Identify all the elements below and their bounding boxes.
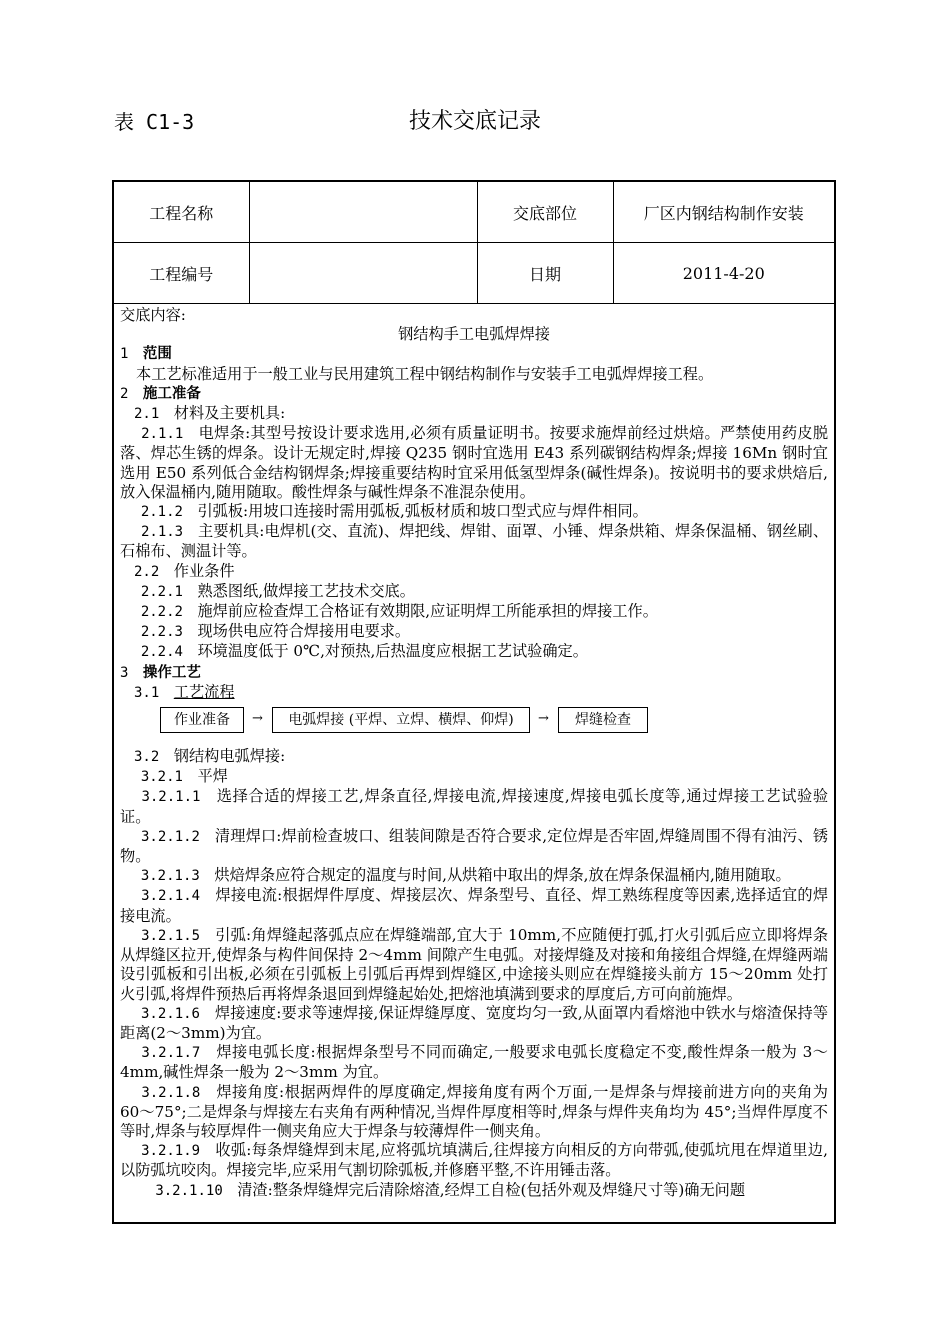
section-number: 1 xyxy=(120,346,129,363)
clause-text: 平焊 xyxy=(197,767,228,786)
clause-text: 环境温度低于 0℃,对预热,后热温度应根据工艺试验确定。 xyxy=(197,642,588,661)
clause-number: 3.2 xyxy=(134,749,160,766)
clause-text: 电焊条:其型号按设计要求选用,必须有质量证明书。按要求施焊前经过烘焙。严禁使用药皮脱落、焊芯生锈的焊条。设计无规定时,焊接 Q235 钢时宜选用 E43 系列碳钢结构焊条;焊接 16Mn 钢时宜选用 E50 系列低合金结构钢焊条;焊接重要结构时宜采用低氢型焊条(碱性焊条)。按说明书的要求烘焙后,放入保温桶内,随用随取。酸性焊条与碱性焊条不准混杂使用。 xyxy=(120,424,829,501)
meta-row-project xyxy=(114,182,834,243)
clause-2-2-2 xyxy=(120,602,828,622)
clause-number: 2.2.2 xyxy=(140,604,183,621)
table-code: 表 C1-3 xyxy=(114,110,195,134)
clause-number: 3.2.1.2 xyxy=(140,828,200,845)
content-label: 交底内容: xyxy=(120,306,186,324)
clause-text: 作业条件 xyxy=(173,561,235,580)
clause-3-2-1-8 xyxy=(120,1083,828,1142)
clause-text: 清理焊口:焊前检查坡口、组装间隙是否符合要求,定位焊是否牢固,焊缝周围不得有油污、锈物。 xyxy=(120,826,828,866)
clause-text: 焊接速度:要求等速焊接,保证焊缝厚度、宽度均匀一致,从面罩内看熔池中铁水与熔渣保持等距离(2～3mm)为宜。 xyxy=(120,1003,828,1042)
clause-text: 主要机具:电焊机(交、直流)、焊把线、焊钳、面罩、小锤、焊条烘箱、焊条保温桶、钢丝刷、石棉布、测温计等。 xyxy=(120,522,829,561)
clause-3-2-1-5 xyxy=(120,926,828,1004)
clause-number: 3.2.1.5 xyxy=(141,927,201,944)
clause-2-2 xyxy=(120,562,828,582)
clause-2-1-1 xyxy=(120,424,828,502)
content-subtitle: 钢结构手工电弧焊焊接 xyxy=(398,325,550,344)
project-no-label: 工程编号 xyxy=(114,243,249,304)
flow-step-welding: 电弧焊接 (平焊、立焊、横焊、仰焊) xyxy=(272,707,530,733)
clause-3-1 xyxy=(120,683,828,703)
clause-text: 收弧:每条焊缝焊到末尾,应将弧坑填满后,往焊接方向相反的方向带弧,使弧坑甩在焊道里边,以防弧坑咬肉。焊接完毕,应采用气割切除弧板,并修磨平整,不许用锤击落。 xyxy=(120,1141,828,1180)
clause-text: 烘焙焊条应符合规定的温度与时间,从烘箱中取出的焊条,放在焊条保温桶内,随用随取。 xyxy=(214,866,791,885)
clause-text: 引弧板:用坡口连接时需用弧板,弧板材质和坡口型式应与焊件相同。 xyxy=(197,502,648,521)
clause-text: 熟悉图纸,做焊接工艺技术交底。 xyxy=(197,581,415,600)
clause-2-1 xyxy=(120,404,828,424)
clause-number: 3.1 xyxy=(134,684,160,701)
clause-text: 焊接角度:根据两焊件的厚度确定,焊接角度有两个万面,一是焊条与焊接前进方向的夹角为 60～75°;二是焊条与焊接左右夹角有两种情况,当焊件厚度相等时,焊条与焊件夹角均为 45°;当焊件厚度不等时,焊条与较厚焊件一侧夹角应大于焊条与较薄焊件一侧夹角。 xyxy=(120,1082,828,1140)
clause-text: 选择合适的焊接工艺,焊条直径,焊接电流,焊接速度,焊接电弧长度等,通过焊接工艺试验验证。 xyxy=(120,787,829,826)
location-value: 厂区内钢结构制作安装 xyxy=(613,182,834,243)
project-no-value xyxy=(249,243,477,304)
clause-number: 2.1.3 xyxy=(140,524,184,541)
clause-3-2-1-7 xyxy=(120,1043,828,1082)
section-number: 3 xyxy=(120,664,129,681)
project-name-label: 工程名称 xyxy=(114,182,249,243)
section-title: 操作工艺 xyxy=(142,664,201,681)
clause-number: 3.2.1.3 xyxy=(140,868,200,885)
section-title: 范围 xyxy=(142,346,172,363)
clause-3-2-1-10 xyxy=(120,1181,828,1201)
content-body xyxy=(114,306,834,1201)
meta-table xyxy=(114,182,834,304)
clause-number: 2.2 xyxy=(134,563,160,580)
clause-text: 工艺流程 xyxy=(173,682,235,701)
clause-number: 3.2.1.1 xyxy=(141,789,201,806)
clause-text: 材料及主要机具: xyxy=(173,404,286,423)
clause-number: 2.1.1 xyxy=(141,426,184,443)
clause-number: 3.2.1 xyxy=(140,769,183,786)
section-title: 施工准备 xyxy=(142,385,201,402)
page-title: 技术交底记录 xyxy=(408,109,541,134)
clause-text: 引弧:角焊缝起落弧点应在焊缝端部,宜大于 10mm,不应随便打弧,打火引弧后应立即将焊条从焊缝区拉开,使焊条与构件间保持 2～4mm 间隙产生电弧。对接焊缝及对接和角接组合焊缝,在焊缝两端设引弧板和引出板,必须在引弧板上引弧后再焊到焊缝区,中途接头则应在焊缝接头前方 15～20mm 处打火引弧,将焊件预热后再将焊条退回到焊缝起始处,把熔池填满到要求的厚度后,方可向前施焊。 xyxy=(120,925,829,1003)
clause-2-2-1 xyxy=(120,582,828,602)
arrow-right-icon: → xyxy=(252,711,263,727)
clause-3-2-1-2 xyxy=(120,827,828,866)
arrow-right-icon: → xyxy=(538,711,549,727)
section-number: 2 xyxy=(120,385,129,402)
record-frame xyxy=(112,180,836,1224)
meta-row-number xyxy=(114,243,834,304)
clause-2-2-3 xyxy=(120,622,828,642)
clause-3-2-1-9 xyxy=(120,1141,828,1180)
clause-3-2-1 xyxy=(120,767,828,787)
clause-2-2-4 xyxy=(120,642,828,662)
clause-number: 3.2.1.4 xyxy=(141,888,201,905)
clause-text: 清渣:整条焊缝焊完后清除熔渣,经焊工自检(包括外观及焊缝尺寸等)确无问题 xyxy=(237,1180,746,1199)
date-label: 日期 xyxy=(477,243,613,304)
clause-3-2-1-1 xyxy=(120,787,828,826)
project-name-value xyxy=(249,182,477,243)
clause-number: 2.2.4 xyxy=(140,644,183,661)
clause-3-2-1-3 xyxy=(120,866,828,886)
clause-2-1-2 xyxy=(120,502,828,522)
clause-text: 施焊前应检查焊工合格证有效期限,应证明焊工所能承担的焊接工作。 xyxy=(197,602,658,621)
clause-number: 3.2.1.10 xyxy=(155,1182,223,1199)
clause-number: 2.1.2 xyxy=(140,504,183,521)
clause-3-2 xyxy=(120,747,828,767)
clause-number: 2.1 xyxy=(134,406,160,423)
clause-number: 3.2.1.8 xyxy=(141,1084,201,1101)
clause-number: 3.2.1.6 xyxy=(140,1005,200,1022)
flow-step-prepare: 作业准备 xyxy=(160,707,244,733)
clause-number: 2.2.3 xyxy=(140,624,183,641)
clause-3-2-1-6 xyxy=(120,1004,828,1043)
flow-step-inspect: 焊缝检查 xyxy=(558,707,648,733)
clause-number: 3.2.1.7 xyxy=(141,1045,201,1062)
clause-text: 焊接电流:根据焊件厚度、焊接层次、焊条型号、直径、焊工熟练程度等因素,选择适宜的焊接电流。 xyxy=(120,886,829,925)
clause-text: 钢结构电弧焊接: xyxy=(173,747,286,766)
section-2-heading xyxy=(120,384,828,404)
clause-text: 焊接电弧长度:根据焊条型号不同而确定,一般要求电弧长度稳定不变,酸性焊条一般为 3～4mm,碱性焊条一般为 2～3mm 为宜。 xyxy=(120,1043,828,1082)
clause-number: 2.2.1 xyxy=(140,583,183,600)
clause-text: 现场供电应符合焊接用电要求。 xyxy=(197,622,411,641)
location-label: 交底部位 xyxy=(477,182,613,243)
process-flow xyxy=(120,703,828,747)
clause-3-2-1-4 xyxy=(120,886,828,925)
clause-2-1-3 xyxy=(120,522,828,561)
clause-number: 3.2.1.9 xyxy=(141,1143,201,1160)
section-1-heading xyxy=(120,344,828,364)
section-1-text: 本工艺标准适用于一般工业与民用建筑工程中钢结构制作与安装手工电弧焊焊接工程。 xyxy=(136,364,714,383)
date-value: 2011-4-20 xyxy=(613,243,834,304)
section-3-heading xyxy=(120,663,828,683)
